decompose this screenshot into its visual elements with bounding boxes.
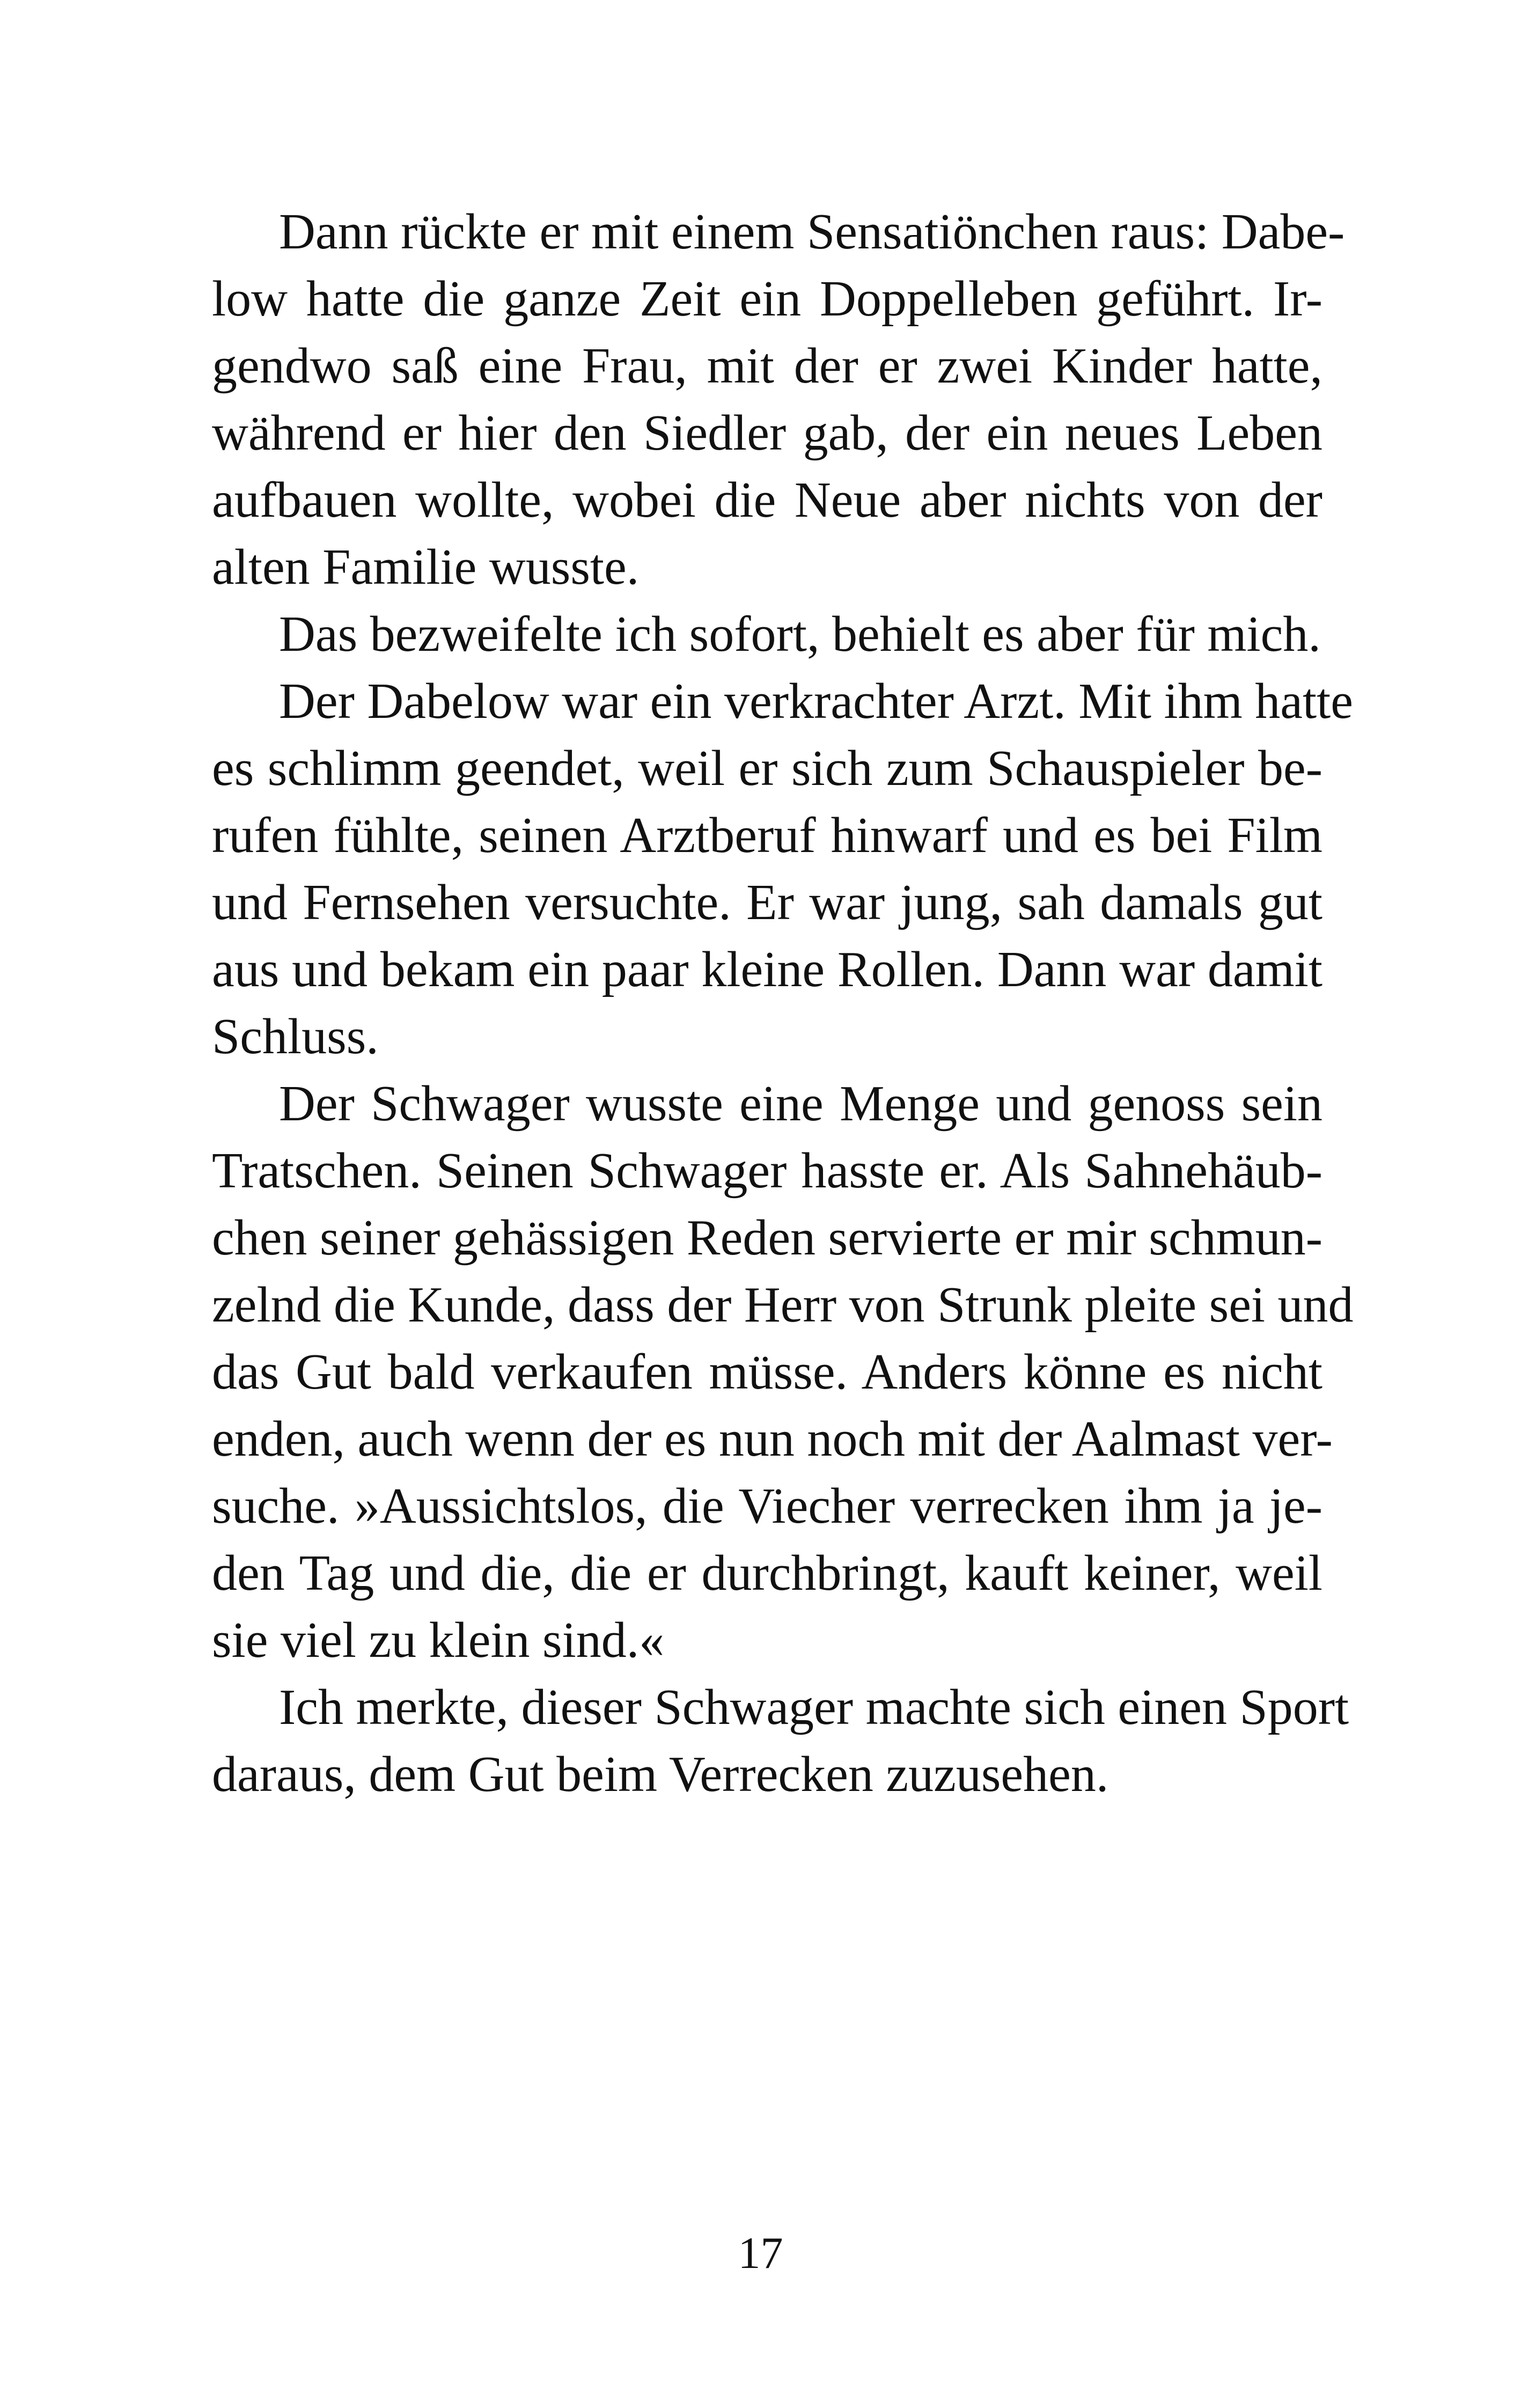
text-line: und Fernsehen versuchte. Er war jung, sah damals gut <box>212 875 1322 930</box>
text-line: enden, auch wenn der es nun noch mit der Aalmast ver- <box>212 1411 1333 1467</box>
text-line: Der Dabelow war ein verkrachter Arzt. Mit ihm hatte <box>279 673 1353 729</box>
text-line: low hatte die ganze Zeit ein Doppelleben geführt. Ir- <box>212 271 1322 327</box>
text-line: das Gut bald verkaufen müsse. Anders könne es nicht <box>212 1344 1322 1400</box>
text-line: aufbauen wollte, wobei die Neue aber nichts von der <box>212 472 1322 528</box>
text-line: sie viel zu klein sind.« <box>212 1612 665 1668</box>
text-line: während er hier den Siedler gab, der ein neues Leben <box>212 405 1322 461</box>
text-line: gendwo saß eine Frau, mit der er zwei Kinder hatte, <box>212 338 1322 394</box>
page-number: 17 <box>738 2228 783 2278</box>
text-line: alten Familie wusste. <box>212 539 640 595</box>
text-line: zelnd die Kunde, dass der Herr von Strunk pleite sei und <box>212 1277 1354 1333</box>
text-line: Tratschen. Seinen Schwager hasste er. Als Sahnehäub- <box>212 1143 1322 1199</box>
text-line: daraus, dem Gut beim Verrecken zuzusehen. <box>212 1746 1109 1802</box>
text-line: den Tag und die, die er durchbringt, kauft keiner, weil <box>212 1545 1322 1601</box>
body-text <box>212 199 1354 1808</box>
text-line: Schluss. <box>212 1009 379 1064</box>
text-line: rufen fühlte, seinen Arztberuf hinwarf und es bei Film <box>212 807 1322 863</box>
text-line: chen seiner gehässigen Reden servierte er mir schmun- <box>212 1210 1322 1266</box>
text-line: Ich merkte, dieser Schwager machte sich einen Sport <box>279 1679 1349 1735</box>
text-line: Dann rückte er mit einem Sensatiönchen raus: Dabe- <box>279 204 1345 260</box>
text-line: Der Schwager wusste eine Menge und genoss sein <box>279 1076 1322 1132</box>
text-line: aus und bekam ein paar kleine Rollen. Dann war damit <box>212 942 1322 997</box>
text-line: suche. »Aussichtslos, die Viecher verrecken ihm ja je- <box>212 1478 1322 1534</box>
text-line: es schlimm geendet, weil er sich zum Schauspieler be- <box>212 740 1322 796</box>
text-line: Das bezweifelte ich sofort, behielt es aber für mich. <box>279 606 1321 662</box>
